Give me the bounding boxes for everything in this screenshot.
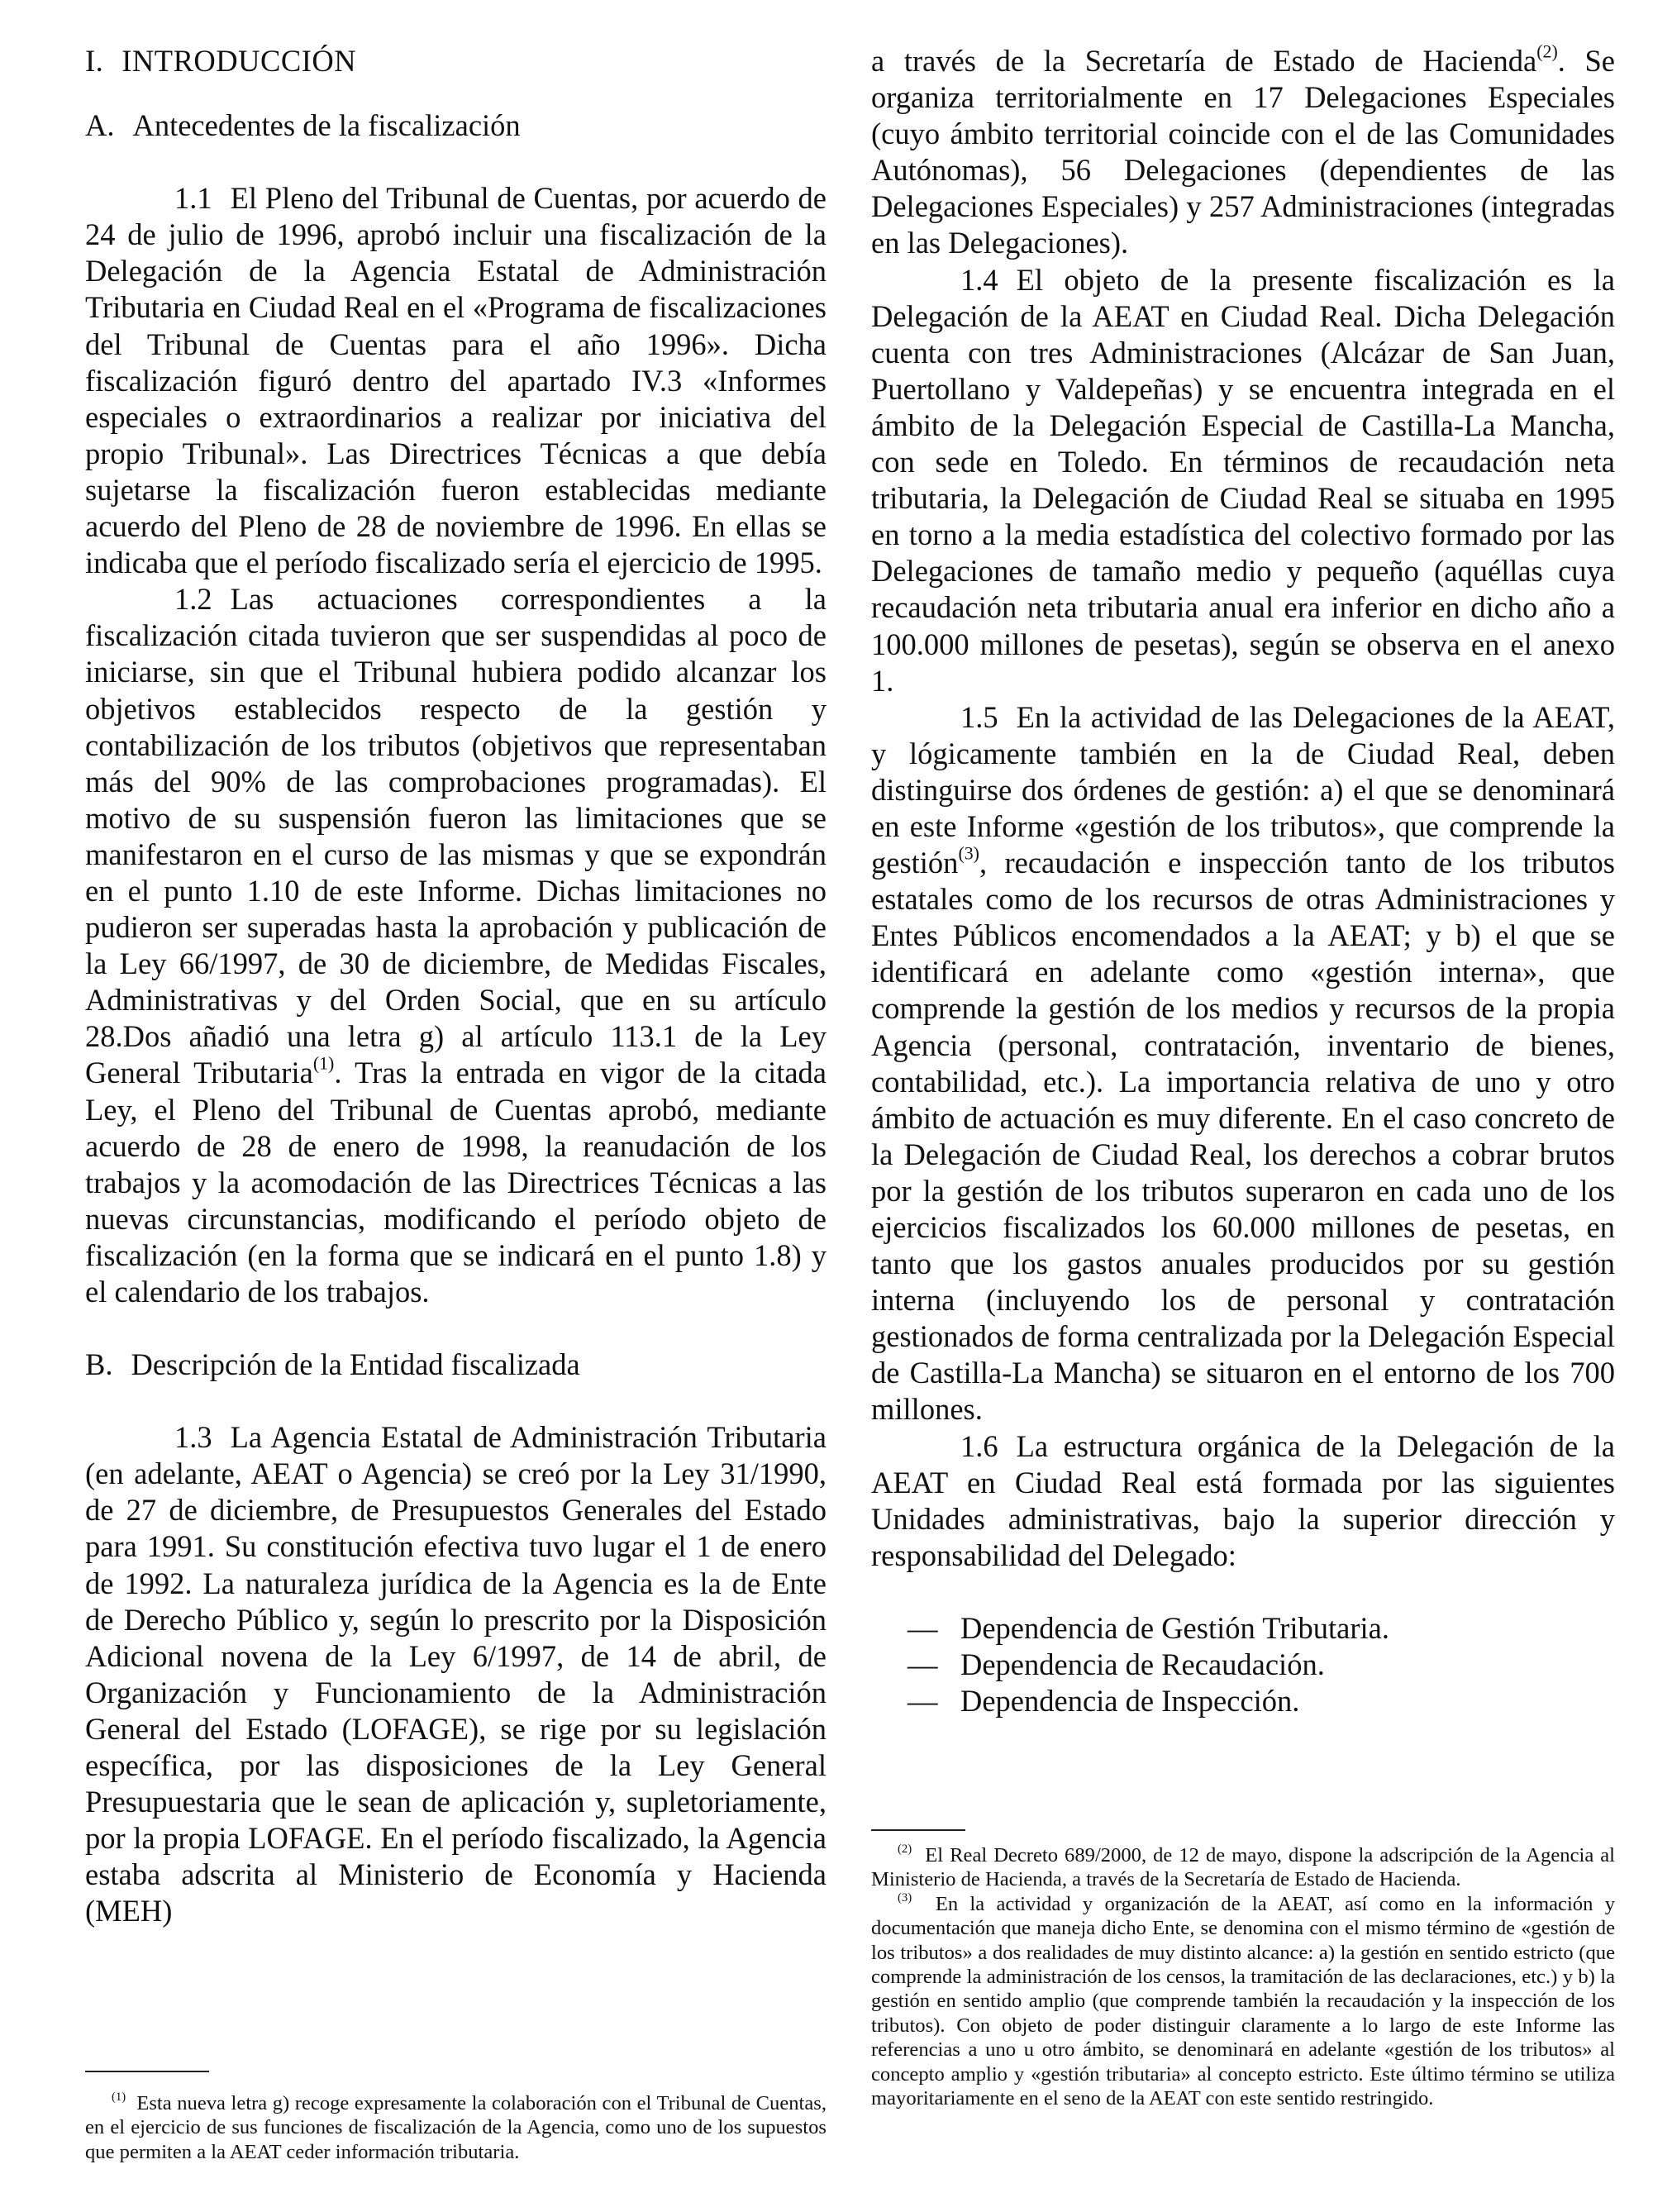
list-item	[907, 1647, 1615, 1683]
footnote-1-text: Esta nueva letra g) recoge expresamente la colaboración con el Tribunal de Cuentas, en el ejercicio de sus funciones de fiscalización de la Agencia, como uno de los supuestos que permiten a la AEAT ceder información tributaria.	[85, 2092, 826, 2163]
list-dash: —	[907, 1647, 938, 1682]
subsection-b-title: Descripción de la Entidad fiscalizada	[131, 1347, 580, 1382]
section-title: INTRODUCCIÓN	[121, 44, 357, 78]
left-column	[85, 43, 826, 1930]
paragraph-number: 1.4	[960, 262, 998, 297]
dependencies-list	[871, 1610, 1615, 1719]
section-number: I.	[85, 44, 104, 78]
paragraph-text-cont: . Tras la entrada en vigor de la citada Ley, el Pleno del Tribunal de Cuentas aprobó, mediante acuerdo de 28 de enero de 1998, la reanudación de los trabajos y la acomodación de las Directrices Técnicas a las nuevas circunstancias, modificando el período objeto de fiscalización (en la forma que se indicará en el punto 1.8) y el calendario de los trabajos.	[85, 1056, 826, 1309]
subsection-a-heading	[85, 107, 826, 144]
paragraph-number: 1.5	[960, 699, 998, 734]
footnote-ref-2: (2)	[1536, 41, 1558, 62]
list-item-text: Dependencia de Inspección.	[960, 1684, 1300, 1719]
footnote-1	[85, 2091, 826, 2164]
footnotes-right	[871, 1843, 1615, 2110]
paragraph-1-4	[871, 262, 1615, 699]
footnote-mark-3: (3)	[898, 1890, 912, 1905]
paragraph-text: El objeto de la presente fiscalización es la Delegación de la AEAT en Ciudad Real. Dicha Delegación cuenta con tres Administraciones (Alcázar de San Juan, Puertollano y Valdepeñas) y se encuentra integrada en el ámbito de la Delegación Especial de Castilla-La Mancha, con sede en Toledo. En términos de recaudación neta tributaria, la Delegación de Ciudad Real se situaba en 1995 en torno a la media estadística del colectivo formado por las Delegaciones de tamaño medio y pequeño (aquéllas cuya recaudación neta tributaria anual era inferior en dicho año a 100.000 millones de pesetas), según se observa en el anexo 1.	[871, 262, 1615, 698]
footnotes-left	[85, 2091, 826, 2164]
subsection-a-title: Antecedentes de la fiscalización	[132, 108, 521, 143]
paragraph-text: El Pleno del Tribunal de Cuentas, por acuerdo de 24 de julio de 1996, aprobó incluir una fiscalización de la Delegación de la Agencia Estatal de Administración Tributaria en Ciudad Real en el «Programa de fiscalizaciones del Tribunal de Cuentas para el año 1996». Dicha fiscalización figuró dentro del apartado IV.3 «Informes especiales o extraordinarios a realizar por iniciativa del propio Tribunal». Las Directrices Técnicas a que debía sujetarse la fiscalización fueron establecidas mediante acuerdo del Pleno de 28 de noviembre de 1996. En ellas se indicaba que el período fiscalizado sería el ejercicio de 1995.	[85, 181, 826, 580]
paragraph-1-5	[871, 699, 1615, 1428]
paragraph-text: Las actuaciones correspondientes a la fiscalización citada tuvieron que ser suspendidas al poco de iniciarse, sin que el Tribunal hubiera podido alcanzar los objetivos establecidos respecto de la gestión y contabilización de los tributos (objetivos que representaban más del 90% de las comprobaciones programadas). El motivo de su suspensión fueron las limitaciones que se manifestaron en el curso de las mismas y que se expondrán en el punto 1.10 de este Informe. Dichas limitaciones no pudieron ser superadas hasta la aprobación y publicación de la Ley 66/1997, de 30 de diciembre, de Medidas Fiscales, Administrativas y del Orden Social, que en su artículo 28.Dos añadió una letra g) al artículo 113.1 de la Ley General Tributaria	[85, 582, 826, 1090]
paragraph-1-6	[871, 1428, 1615, 1574]
paragraph-text: La estructura orgánica de la Delegación de la AEAT en Ciudad Real está formada por las siguientes Unidades administrativas, bajo la superior dirección y responsabilidad del Delegado:	[871, 1428, 1615, 1572]
paragraph-1-3	[85, 1419, 826, 1929]
footnote-3-text: En la actividad y organización de la AEAT, así como en la información y documentación que maneja dicho Ente, se denomina con el mismo término de «gestión de los tributos» a dos realidades de muy distinto alcance: a) la gestión en sentido estricto (que comprende la administración de los censos, la tramitación de las declaraciones, etc.) y b) la gestión en sentido amplio (que comprende también la recaudación y la inspección de los tributos). Con objeto de poder distinguir claramente a lo largo de este Informe las referencias a uno u otro ámbito, se denominará en adelante «gestión de los tributos» al concepto amplio y «gestión tributaria» al concepto estricto. Este último término se utiliza mayoritariamente en el seno de la AEAT con este sentido restringido.	[871, 1892, 1616, 2110]
section-heading	[85, 43, 826, 79]
footnote-divider-left	[85, 2071, 209, 2072]
right-column	[871, 43, 1615, 1719]
subsection-b-letter: B.	[85, 1347, 113, 1382]
paragraph-text: En la actividad de las Delegaciones de la AEAT, y lógicamente también en la de Ciudad Real, deben distinguirse dos órdenes de gestión: a) el que se denominará en este Informe «gestión de los tributos», que comprende la gestión	[871, 699, 1615, 880]
paragraph-1-2	[85, 581, 826, 1310]
paragraph-text: a través de la Secretaría de Estado de Hacienda	[871, 44, 1537, 78]
footnote-divider-right	[871, 1829, 965, 1831]
list-item	[907, 1683, 1615, 1719]
list-item-text: Dependencia de Gestión Tributaria.	[960, 1610, 1389, 1645]
footnote-3	[871, 1892, 1615, 2111]
footnote-2-text: El Real Decreto 689/2000, de 12 de mayo, dispone la adscripción de la Agencia al Ministerio de Hacienda, a través de la Secretaría de Estado de Hacienda.	[871, 1844, 1616, 1891]
subsection-a-letter: A.	[85, 108, 115, 143]
subsection-b-heading	[85, 1347, 826, 1383]
paragraph-number: 1.1	[174, 181, 212, 216]
paragraph-number: 1.2	[174, 582, 212, 617]
paragraph-1-1	[85, 180, 826, 581]
paragraph-number: 1.6	[960, 1428, 998, 1463]
list-item-text: Dependencia de Recaudación.	[960, 1647, 1325, 1682]
paragraph-text-cont: . Se organiza territorialmente en 17 Delegaciones Especiales (cuyo ámbito territorial coincide con el de las Comunidades Autónomas), 56 Delegaciones (dependientes de las Delegaciones Especiales) y 257 Administraciones (integradas en las Delegaciones).	[871, 44, 1615, 260]
paragraph-number: 1.3	[174, 1420, 212, 1455]
paragraph-text: La Agencia Estatal de Administración Tributaria (en adelante, AEAT o Agencia) se creó por la Ley 31/1990, de 27 de diciembre, de Presupuestos Generales del Estado para 1991. Su constitución efectiva tuvo lugar el 1 de enero de 1992. La naturaleza jurídica de la Agencia es la de Ente de Derecho Público y, según lo prescrito por la Disposición Adicional novena de la Ley 6/1997, de 14 de abril, de Organización y Funcionamiento de la Administración General del Estado (LOFAGE), se rige por su legislación específica, por las disposiciones de la Ley General Presupuestaria que le sean de aplicación y, supletoriamente, por la propia LOFAGE. En el período fiscalizado, la Agencia estaba adscrita al Ministerio de Economía y Hacienda (MEH)	[85, 1420, 826, 1928]
footnote-2	[871, 1843, 1615, 1892]
footnote-mark-2: (2)	[898, 1842, 912, 1856]
list-dash: —	[907, 1684, 938, 1719]
footnote-ref-3: (3)	[958, 842, 979, 864]
list-item	[907, 1610, 1615, 1647]
footnote-mark-1: (1)	[112, 2090, 126, 2104]
footnote-ref-1: (1)	[312, 1053, 335, 1075]
paragraph-text-cont: , recaudación e inspección tanto de los tributos estatales como de los recursos de otras Administraciones y Entes Públicos encomendados a la AEAT; y b) el que se identificará en adelante como «gestión interna», que comprende la gestión de los medios y recursos de la propia Agencia (personal, contratación, inventario de bienes, contabilidad, etc.). La importancia relativa de uno y otro ámbito de actuación es muy diferente. En el caso concreto de la Delegación de Ciudad Real, los derechos a cobrar brutos por la gestión de los tributos superaron en cada uno de los ejercicios fiscalizados los 60.000 millones de pesetas, en tanto que los gastos anuales producidos por su gestión interna (incluyendo los de personal y contratación gestionados de forma centralizada por la Delegación Especial de Castilla-La Mancha) se situaron en el entorno de los 700 millones.	[871, 846, 1615, 1427]
paragraph-1-3-continued	[871, 43, 1615, 262]
list-dash: —	[907, 1610, 938, 1645]
